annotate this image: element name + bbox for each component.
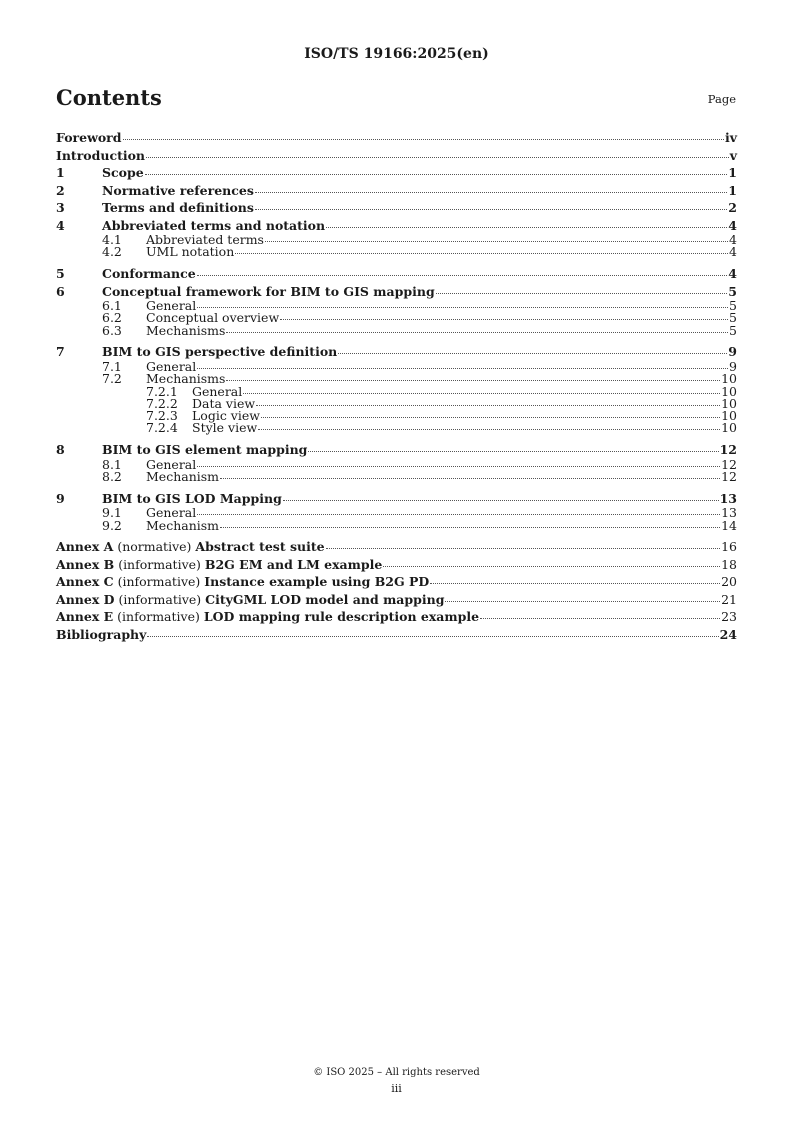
dot-leader: [220, 477, 720, 479]
toc-page-number: 4: [728, 217, 737, 233]
dot-leader: [256, 404, 720, 406]
toc-entry[interactable]: [56, 147, 737, 165]
toc-page-number: 12: [721, 456, 737, 472]
toc-entry-title: Mechanisms: [146, 371, 226, 387]
toc-entry-number: 7.2.2: [146, 395, 178, 411]
toc-page-number: 1: [728, 165, 737, 180]
toc-page-number: 10: [721, 383, 737, 399]
annex-title: B2G EM and LM example: [204, 556, 383, 572]
toc-page-number: 5: [728, 283, 737, 299]
toc-entry-number: 8.2: [102, 469, 122, 485]
toc-entry-title: Terms and definitions: [102, 200, 254, 215]
toc-entry-title: General: [146, 358, 197, 374]
toc-entry-title: Mechanisms: [146, 322, 226, 338]
toc-entry[interactable]: [56, 422, 737, 434]
toc-entry-title: Style view: [192, 420, 258, 436]
dot-leader: [326, 547, 721, 549]
toc-page-number: 10: [721, 408, 737, 424]
toc-page-number: 9: [728, 344, 737, 360]
annex-type: (normative): [117, 539, 192, 555]
toc-annex-entry[interactable]: [56, 608, 737, 626]
annex-title: Instance example using B2G PD: [204, 574, 430, 590]
toc-page-number: 5: [729, 322, 737, 338]
toc-entry-number: 7.1: [102, 358, 122, 374]
toc-entry-title: Conformance: [102, 266, 196, 282]
dot-leader: [255, 191, 727, 193]
toc-entry-number: 7.2.3: [146, 408, 178, 424]
toc-entry-number: 3: [56, 200, 65, 215]
dot-leader: [480, 617, 720, 619]
dot-leader: [258, 428, 720, 430]
toc-entry-number: 7: [56, 344, 65, 360]
toc-entry[interactable]: [56, 471, 737, 483]
annex-heading: [56, 608, 479, 626]
toc-annex-entry[interactable]: [56, 538, 737, 556]
toc-entry-title: Abbreviated terms and notation: [102, 217, 326, 233]
toc-page-number: 4: [729, 232, 737, 247]
toc-page-number: 2: [728, 200, 737, 215]
annex-type: (informative): [118, 556, 201, 572]
dot-leader: [338, 352, 727, 354]
copyright-notice: © ISO 2025 – All rights reserved: [313, 1067, 480, 1078]
toc-entry-title: Foreword: [56, 130, 122, 145]
toc-entry-title: General: [146, 298, 197, 314]
annex-type: (informative): [117, 609, 200, 625]
toc-entry-number: 6: [56, 283, 65, 299]
dot-leader: [147, 635, 718, 637]
toc-entry-number: 9.2: [102, 517, 122, 533]
toc-entry-title: General: [146, 505, 197, 521]
toc-page-number: 20: [721, 574, 737, 590]
toc-annex-entry[interactable]: [56, 573, 737, 591]
toc-entry-number: 2: [56, 182, 65, 198]
toc-page-number: 12: [721, 469, 737, 485]
toc-entry-number: 4.1: [102, 232, 122, 247]
document-id-header: ISO/TS 19166:2025(en): [304, 46, 489, 62]
toc-entry-title: BIM to GIS LOD Mapping: [102, 490, 282, 506]
dot-leader: [308, 450, 718, 452]
annex-type: (informative): [117, 574, 201, 590]
dot-leader: [197, 513, 720, 515]
annex-label: Annex D: [56, 591, 115, 607]
toc-entry-number: 7.2: [102, 371, 122, 387]
toc-annex-entry[interactable]: [56, 556, 737, 574]
toc-page-number: 5: [729, 310, 737, 326]
annex-label: Annex B: [56, 556, 115, 572]
toc-entry-title: Data view: [192, 395, 256, 411]
toc-page-number: 1: [728, 182, 737, 198]
toc-entry[interactable]: [56, 265, 737, 283]
toc-page-number: 18: [721, 556, 737, 572]
page-footer: [0, 1067, 793, 1095]
toc-page-number: 23: [721, 609, 737, 625]
table-of-contents: [56, 129, 737, 643]
contents-title: Contents: [56, 85, 162, 110]
toc-entry[interactable]: [56, 129, 737, 147]
dot-leader: [226, 379, 720, 381]
dot-leader: [197, 465, 720, 467]
annex-title: LOD mapping rule description example: [203, 609, 480, 625]
toc-entry-title: Logic view: [192, 408, 260, 424]
annex-label: Annex E: [56, 609, 114, 625]
toc-entry-number: 8.1: [102, 456, 122, 472]
toc-entry-title: Introduction: [56, 147, 146, 163]
toc-entry[interactable]: [56, 246, 737, 258]
toc-entry[interactable]: [56, 199, 737, 217]
page-column-label: Page: [707, 92, 736, 106]
toc-entry-title: BIM to GIS element mapping: [102, 442, 308, 458]
toc-page-number: 10: [721, 420, 737, 436]
dot-leader: [220, 526, 720, 528]
dot-leader: [436, 292, 728, 294]
toc-page-number: 4: [728, 266, 737, 282]
toc-entry[interactable]: [56, 322, 737, 338]
dot-leader: [261, 416, 720, 418]
annex-title: Abstract test suite: [195, 539, 325, 555]
toc-bibliography-entry[interactable]: [56, 626, 737, 644]
toc-entry-title: Mechanism: [146, 469, 220, 485]
dot-leader: [197, 306, 728, 308]
toc-entry-title: Normative references: [102, 182, 254, 198]
annex-title: CityGML LOD model and mapping: [205, 591, 445, 607]
toc-entry-number: 6.3: [102, 322, 122, 338]
dot-leader: [123, 138, 724, 140]
annex-label: Annex C: [56, 574, 114, 590]
toc-entry-number: 5: [56, 266, 65, 282]
toc-entry-title: UML notation: [146, 244, 235, 260]
toc-entry-title: General: [192, 383, 243, 399]
annex-heading: [56, 591, 444, 609]
toc-page-number: 10: [721, 371, 737, 387]
toc-page-number: 13: [719, 490, 737, 506]
toc-entry-number: 7.2.4: [146, 420, 178, 436]
page-number: iii: [391, 1082, 402, 1095]
toc-entry-title: Mechanism: [146, 517, 220, 533]
toc-entry-title: Conceptual overview: [146, 310, 280, 326]
toc-entry[interactable]: [56, 517, 737, 533]
annex-heading: [56, 573, 429, 591]
toc-entry-number: 1: [56, 165, 65, 180]
toc-entry-title: Scope: [102, 165, 144, 180]
dot-leader: [430, 582, 720, 584]
toc-entry-title: General: [146, 456, 197, 472]
toc-entry-title: Conceptual framework for BIM to GIS mapping: [102, 283, 435, 299]
toc-entry[interactable]: [56, 164, 737, 182]
annex-type: (informative): [118, 591, 202, 607]
toc-entry-number: 4: [56, 217, 65, 233]
toc-page-number: 4: [729, 244, 737, 260]
dot-leader: [197, 274, 728, 276]
toc-page-number: 10: [721, 395, 737, 411]
toc-entry-number: 9: [56, 490, 65, 506]
annex-heading: [56, 556, 382, 574]
dot-leader: [243, 392, 720, 394]
toc-entry-number: 7.2.1: [146, 383, 178, 399]
toc-page-number: 12: [719, 442, 737, 458]
toc-page-number: 14: [721, 517, 737, 533]
dot-leader: [383, 565, 720, 567]
annex-heading: [56, 538, 325, 556]
toc-page-number: iv: [724, 130, 737, 145]
toc-entry-title: BIM to GIS perspective definition: [102, 344, 338, 360]
dot-leader: [283, 499, 719, 501]
toc-entry[interactable]: [56, 182, 737, 200]
toc-entry-number: 9.1: [102, 505, 122, 521]
dot-leader: [146, 156, 729, 158]
dot-leader: [280, 318, 728, 320]
toc-entry-number: 8: [56, 442, 65, 458]
annex-label: Annex A: [56, 539, 114, 555]
toc-page-number: 16: [721, 539, 737, 555]
dot-leader: [235, 252, 728, 254]
toc-entry-number: 6.2: [102, 310, 122, 326]
toc-annex-entry[interactable]: [56, 591, 737, 609]
toc-entry-title: Abbreviated terms: [146, 232, 264, 247]
toc-entry-number: 4.2: [102, 244, 122, 260]
toc-entry-number: 6.1: [102, 298, 122, 314]
toc-page-number: v: [729, 147, 737, 163]
dot-leader: [145, 173, 728, 175]
toc-page-number: 5: [729, 298, 737, 314]
dot-leader: [265, 240, 728, 242]
toc-page-number: 24: [719, 626, 737, 642]
bibliography-title: Bibliography: [56, 626, 147, 642]
dot-leader: [197, 367, 728, 369]
dot-leader: [226, 331, 728, 333]
toc-page-number: 9: [729, 358, 737, 374]
dot-leader: [326, 226, 727, 228]
toc-page-number: 13: [721, 505, 737, 521]
dot-leader: [445, 600, 720, 602]
dot-leader: [255, 208, 727, 210]
toc-page-number: 21: [721, 591, 737, 607]
